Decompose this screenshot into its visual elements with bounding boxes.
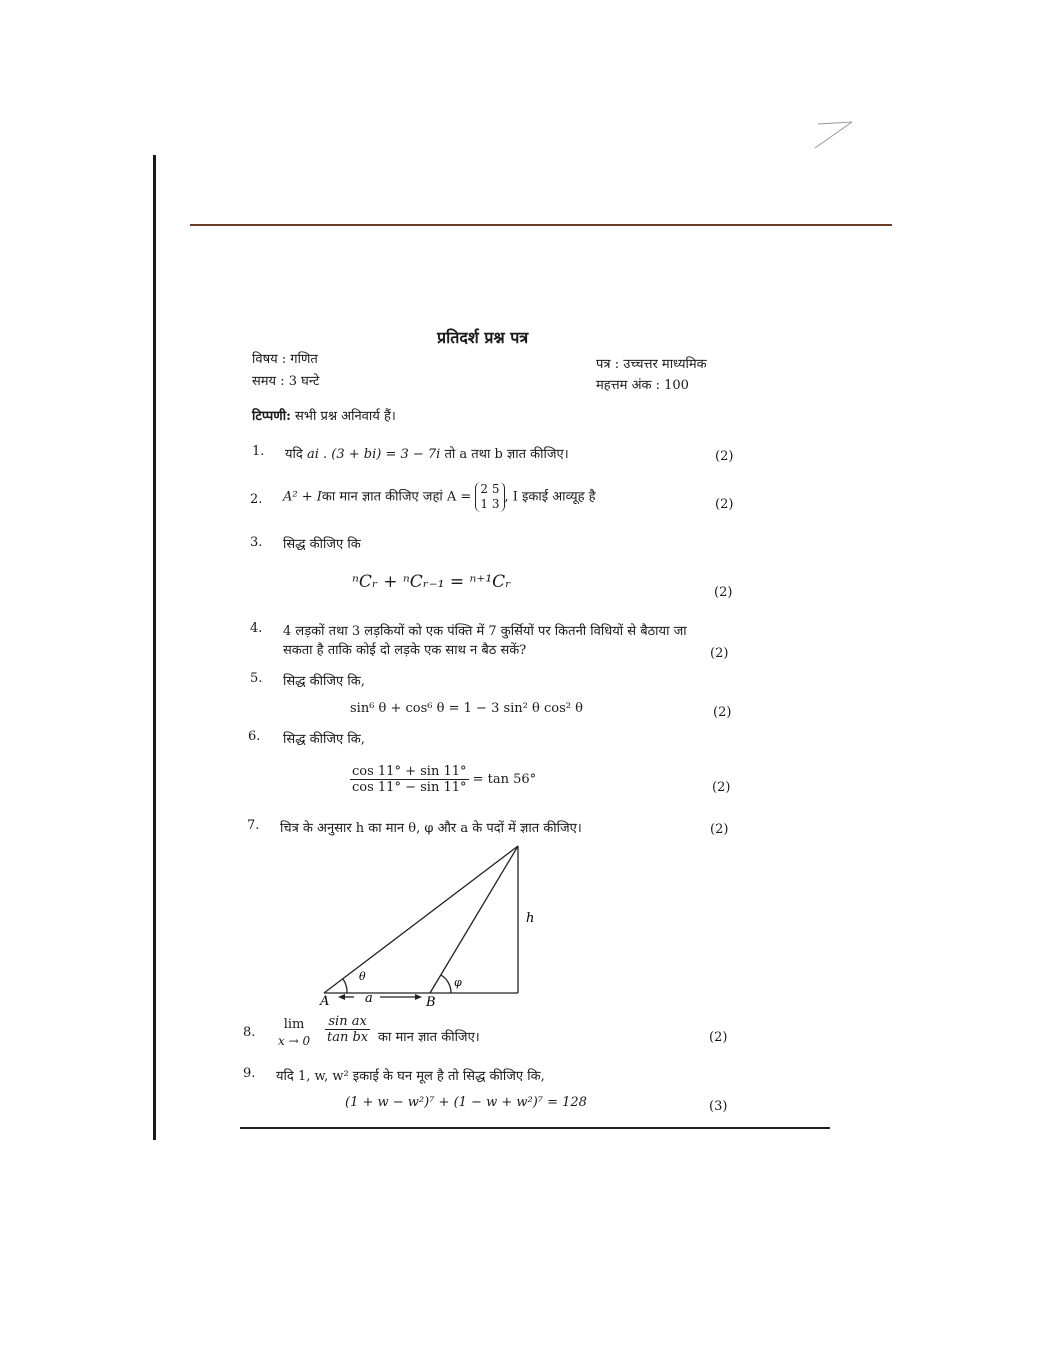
q9-number: 9. [243,1066,256,1081]
q3-text: सिद्ध कीजिए कि [283,537,361,552]
q1-number: 1. [252,444,265,459]
q6-denominator: cos 11° − sin 11° [352,780,467,795]
q4-line-1: 4 लड़कों तथा 3 लड़कियों को एक पंक्ति में 7 कुर्सियों पर कितनी विधियों से बैठाया जा [283,624,687,639]
q1-text-b: तो a तथा b ज्ञात कीजिए। [444,447,569,462]
label-phi: φ [454,976,462,989]
q2-math: A² + I [283,489,322,505]
q3-marks: (2) [714,585,733,600]
q3-number: 3. [250,535,263,550]
q6-formula [350,764,536,795]
q1-text-a: यदि [285,447,303,462]
time-label: समय : 3 घन्टे [252,374,320,389]
bottom-rule [240,1127,830,1129]
note-label: टिप्पणी: [252,409,291,424]
note [252,406,396,424]
q2-matrix-row-2: 1 3 [480,497,500,511]
q8-marks: (2) [709,1030,728,1045]
scan-edge-line [153,155,156,1140]
q3-formula: ⁿCᵣ + ⁿCᵣ₋₁ = ⁿ⁺¹Cᵣ [352,572,512,592]
q8-fraction [325,1014,370,1045]
q2-text-b: , I इकाई आव्यूह है [504,489,596,505]
q9-formula: (1 + w − w²)⁷ + (1 − w + w²)⁷ = 128 [345,1095,587,1110]
q5-number: 5. [250,671,263,686]
note-text: सभी प्रश्न अनिवार्य हैं। [295,409,396,424]
q2-marks: (2) [715,497,734,512]
q7-text: चित्र के अनुसार h का मान θ, φ और a के पदों में ज्ञात कीजिए। [280,821,582,836]
q8-denominator: tan bx [327,1030,369,1045]
q5-marks: (2) [713,705,732,720]
theta-arc [343,979,347,993]
q6-rhs: = tan 56° [472,772,537,787]
q8-numerator: sin ax [325,1014,370,1030]
q2-matrix-row-1: 2 5 [480,482,500,496]
phi-arc [441,975,451,993]
paper-label: पत्र : उच्चत्तर माध्यमिक [596,357,707,372]
label-a: a [365,991,373,1006]
q4-number: 4. [250,621,263,636]
arrowhead-right [415,994,422,1000]
top-rule [190,224,892,226]
q2-text-a: का मान ज्ञात कीजिए जहां A = [321,489,472,505]
q9-text: यदि 1, w, w² इकाई के घन मूल है तो सिद्ध कीजिए कि, [276,1069,545,1084]
q2-text [283,482,596,512]
q1-marks: (2) [715,449,734,464]
arrowhead-left [338,994,345,1000]
q1-math: ai . (3 + bi) = 3 − 7i [306,447,441,462]
q5-formula: sin⁶ θ + cos⁶ θ = 1 − 3 sin² θ cos² θ [350,701,583,716]
label-A: A [320,994,330,1009]
hypotenuse-a [324,846,518,993]
label-theta: θ [359,970,366,983]
q8-lim: lim [283,1017,305,1032]
q6-marks: (2) [712,780,731,795]
q4-line-2: सकता है ताकि कोई दो लड़के एक साथ न बैठ सकें? [283,643,527,658]
q4-marks: (2) [710,646,729,661]
subject-label: विषय : गणित [252,352,318,367]
q8-text: का मान ज्ञात कीजिए। [378,1030,480,1045]
q8-limit [278,1016,310,1050]
hypotenuse-b [430,846,518,993]
label-B: B [426,995,436,1010]
q2-matrix [475,482,504,512]
q6-fraction [350,764,469,795]
q9-marks: (3) [709,1099,728,1114]
max-marks-label: महत्तम अंक : 100 [596,378,689,393]
q8-number: 8. [243,1025,256,1040]
q8-lim-sub: x → 0 [278,1034,311,1048]
scan-mark [810,118,860,153]
q7-marks: (2) [710,822,729,837]
q6-text: सिद्ध कीजिए कि, [283,732,365,747]
q5-text: सिद्ध कीजिए कि, [283,674,365,689]
triangle-figure [310,840,560,1015]
label-h: h [526,911,535,926]
q6-number: 6. [248,729,261,744]
q6-numerator: cos 11° + sin 11° [352,764,467,779]
page-title: प्रतिदर्श प्रश्न पत्र [437,328,529,347]
q2-number: 2. [250,492,263,507]
q1-text [285,444,569,462]
q7-number: 7. [247,818,260,833]
